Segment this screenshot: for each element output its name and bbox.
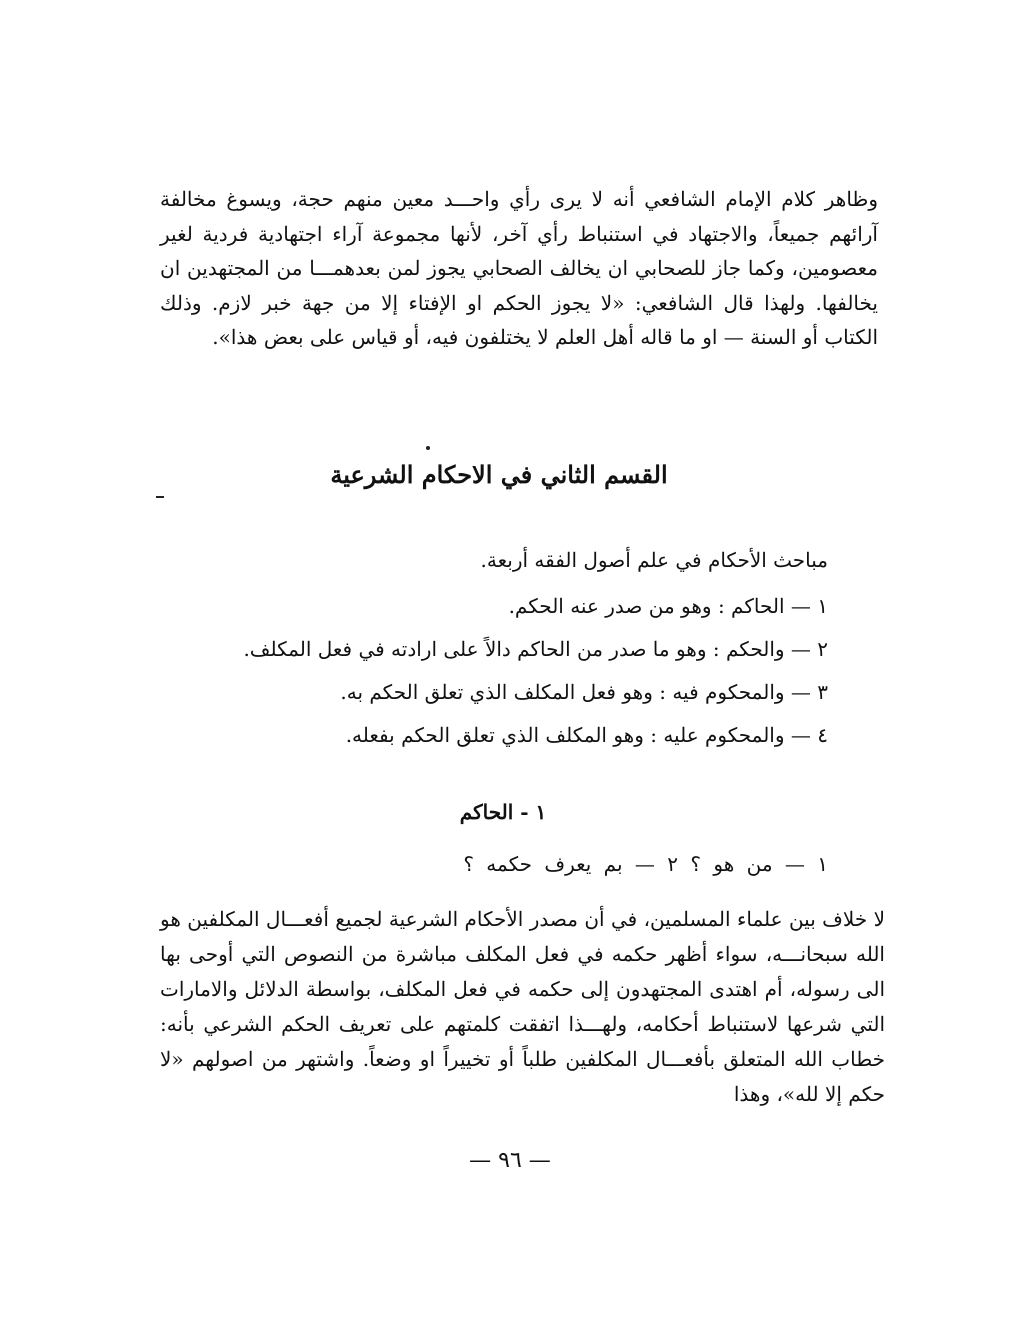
body-paragraph: لا خلاف بين علماء المسلمين، في أن مصدر الأحكام الشرعية لجميع أفعـــال المكلفين هو الله سبحانـــه، سواء أظهر حكمه في فعل المكلف مباشرة من النصوص التي أوحى بها الى رسوله، أم اهتدى المجتهدون إلى حكمه في فعل المكلف، بواسطة الدلائل والامارات التي شرعها لاستنباط أحكامه، ولهـــذا اتفقت كلمتهم على تعريف الحكم الشرعي بأنه: خطاب الله المتعلق بأفعـــال المكلفين طلباً أو تخييراً او وضعاً. واشتهر من اصولهم «لا حكم إلا لله»، وهذا — [160, 907, 885, 1106]
page-number: — ٩٦ — — [469, 1148, 551, 1173]
list-item: ٤ — والمحكوم عليه : وهو المكلف الذي تعلق الحكم بفعله. — [345, 723, 828, 747]
list-intro: مباحث الأحكام في علم أصول الفقه أربعة. — [480, 548, 828, 572]
intro-paragraph: وظاهر كلام الإمام الشافعي أنه لا يرى رأي واحـــد معين منهم حجة، ويسوغ مخالفة آرائهم جميعاً، والاجتهاد في استنباط رأي آخر، لأنها مجموعة آراء اجتهادية فردية لغير معصومين، وكما جاز للصحابي ان يخالف الصحابي يجوز لمن بعدهمـــا من المجتهدين ان يخالفها. ولهذا قال الشافعي: «لا يجوز الحكم او الإفتاء إلا من جهة خبر لازم. وذلك الكتاب أو السنة — او ما قاله أهل العلم لا يختلفون فيه، أو قياس على بعض هذا». — [160, 187, 878, 349]
list-item: ٢ — والحكم : وهو ما صدر من الحاكم دالاً على ارادته في فعل المكلف. — [243, 637, 828, 661]
scan-speck — [426, 446, 430, 450]
scan-speck — [156, 496, 164, 498]
subsection-title: ١ - الحاكم — [459, 800, 547, 824]
list-item: ٣ — والمحكوم فيه : وهو فعل المكلف الذي تعلق الحكم به. — [340, 680, 828, 704]
questions-line: ١ — من هو ؟ ٢ — بم يعرف حكمه ؟ — [463, 852, 828, 876]
section-title: القسم الثاني في الاحكام الشرعية — [330, 460, 668, 489]
list-item: ١ — الحاكم : وهو من صدر عنه الحكم. — [508, 594, 828, 618]
